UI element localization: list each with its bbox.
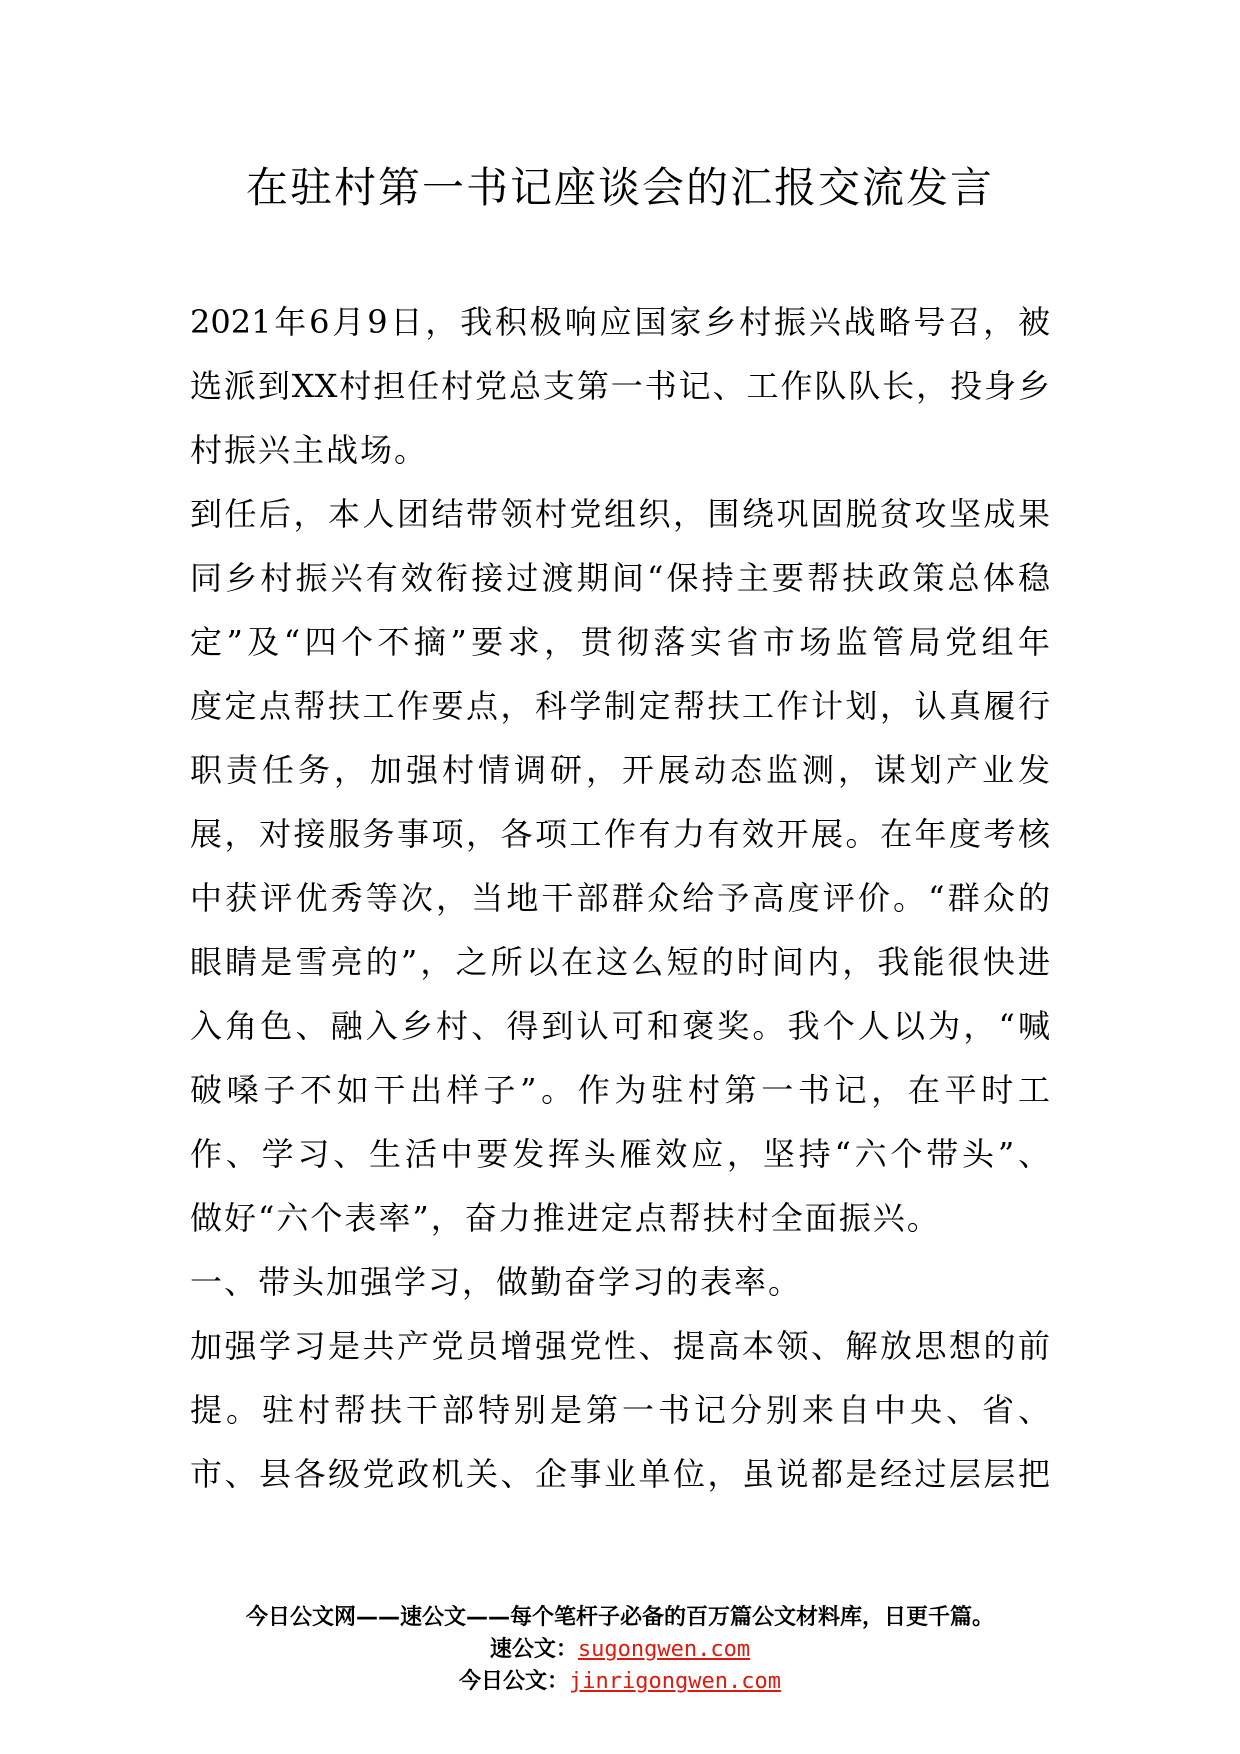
paragraph-line: 一、带头加强学习，做勤奋学习的表率。 [190, 1263, 803, 1301]
footer-site1-label: 速公文： [489, 1637, 578, 1662]
paragraph-line: 度定点帮扶工作要点，科学制定帮扶工作计划，认真履行 [190, 687, 1050, 725]
document-body [190, 290, 1050, 1506]
paragraph-line: 中获评优秀等次，当地干部群众给予高度评价。“群众的 [190, 879, 1050, 917]
footer [0, 1602, 1240, 1698]
footer-slogan: 今日公文网——速公文——每个笔杆子必备的百万篇公文材料库，日更千篇。 [245, 1605, 994, 1630]
paragraph-line: 眼睛是雪亮的”，之所以在这么短的时间内，我能很快进 [190, 943, 1050, 981]
paragraph-line: 做好“六个表率”，奋力推进定点帮扶村全面振兴。 [190, 1199, 941, 1237]
paragraph-line: 选派到XX村担任村党总支第一书记、工作队队长，投身乡 [190, 367, 1050, 405]
paragraph-line: 破嗓子不如干出样子”。作为驻村第一书记，在平时工 [190, 1071, 1050, 1109]
paragraph-line: 加强学习是共产党员增强党性、提高本领、解放思想的前 [190, 1327, 1050, 1365]
footer-site2-label: 今日公文： [459, 1669, 570, 1694]
footer-site1-link[interactable]: sugongwen.com [577, 1637, 751, 1662]
paragraph-line: 2021年6月9日，我积极响应国家乡村振兴战略号召，被 [190, 303, 1050, 341]
paragraph-line: 入角色、融入乡村、得到认可和褒奖。我个人以为，“喊 [190, 1007, 1050, 1045]
paragraph-line: 职责任务，加强村情调研，开展动态监测，谋划产业发 [190, 751, 1050, 789]
paragraph-line: 作、学习、生活中要发挥头雁效应，坚持“六个带头”、 [190, 1135, 1050, 1173]
paragraph-line: 市、县各级党政机关、企事业单位，虽说都是经过层层把 [190, 1455, 1050, 1493]
paragraph-line: 展，对接服务事项，各项工作有力有效开展。在年度考核 [190, 815, 1050, 853]
paragraph-line: 定”及“四个不摘”要求，贯彻落实省市场监管局党组年 [190, 623, 1050, 661]
paragraph-line: 提。驻村帮扶干部特别是第一书记分别来自中央、省、 [190, 1391, 1050, 1429]
paragraph-line: 同乡村振兴有效衔接过渡期间“保持主要帮扶政策总体稳 [190, 559, 1050, 597]
footer-site-row-1 [0, 1634, 1240, 1666]
footer-site2-link[interactable]: jinrigongwen.com [569, 1669, 781, 1694]
footer-site-row-2 [0, 1666, 1240, 1698]
document-title: 在驻村第一书记座谈会的汇报交流发言 [245, 163, 994, 212]
paragraph-line: 到任后，本人团结带领村党组织，围绕巩固脱贫攻坚成果 [190, 495, 1050, 533]
paragraph-line: 村振兴主战场。 [190, 431, 429, 469]
